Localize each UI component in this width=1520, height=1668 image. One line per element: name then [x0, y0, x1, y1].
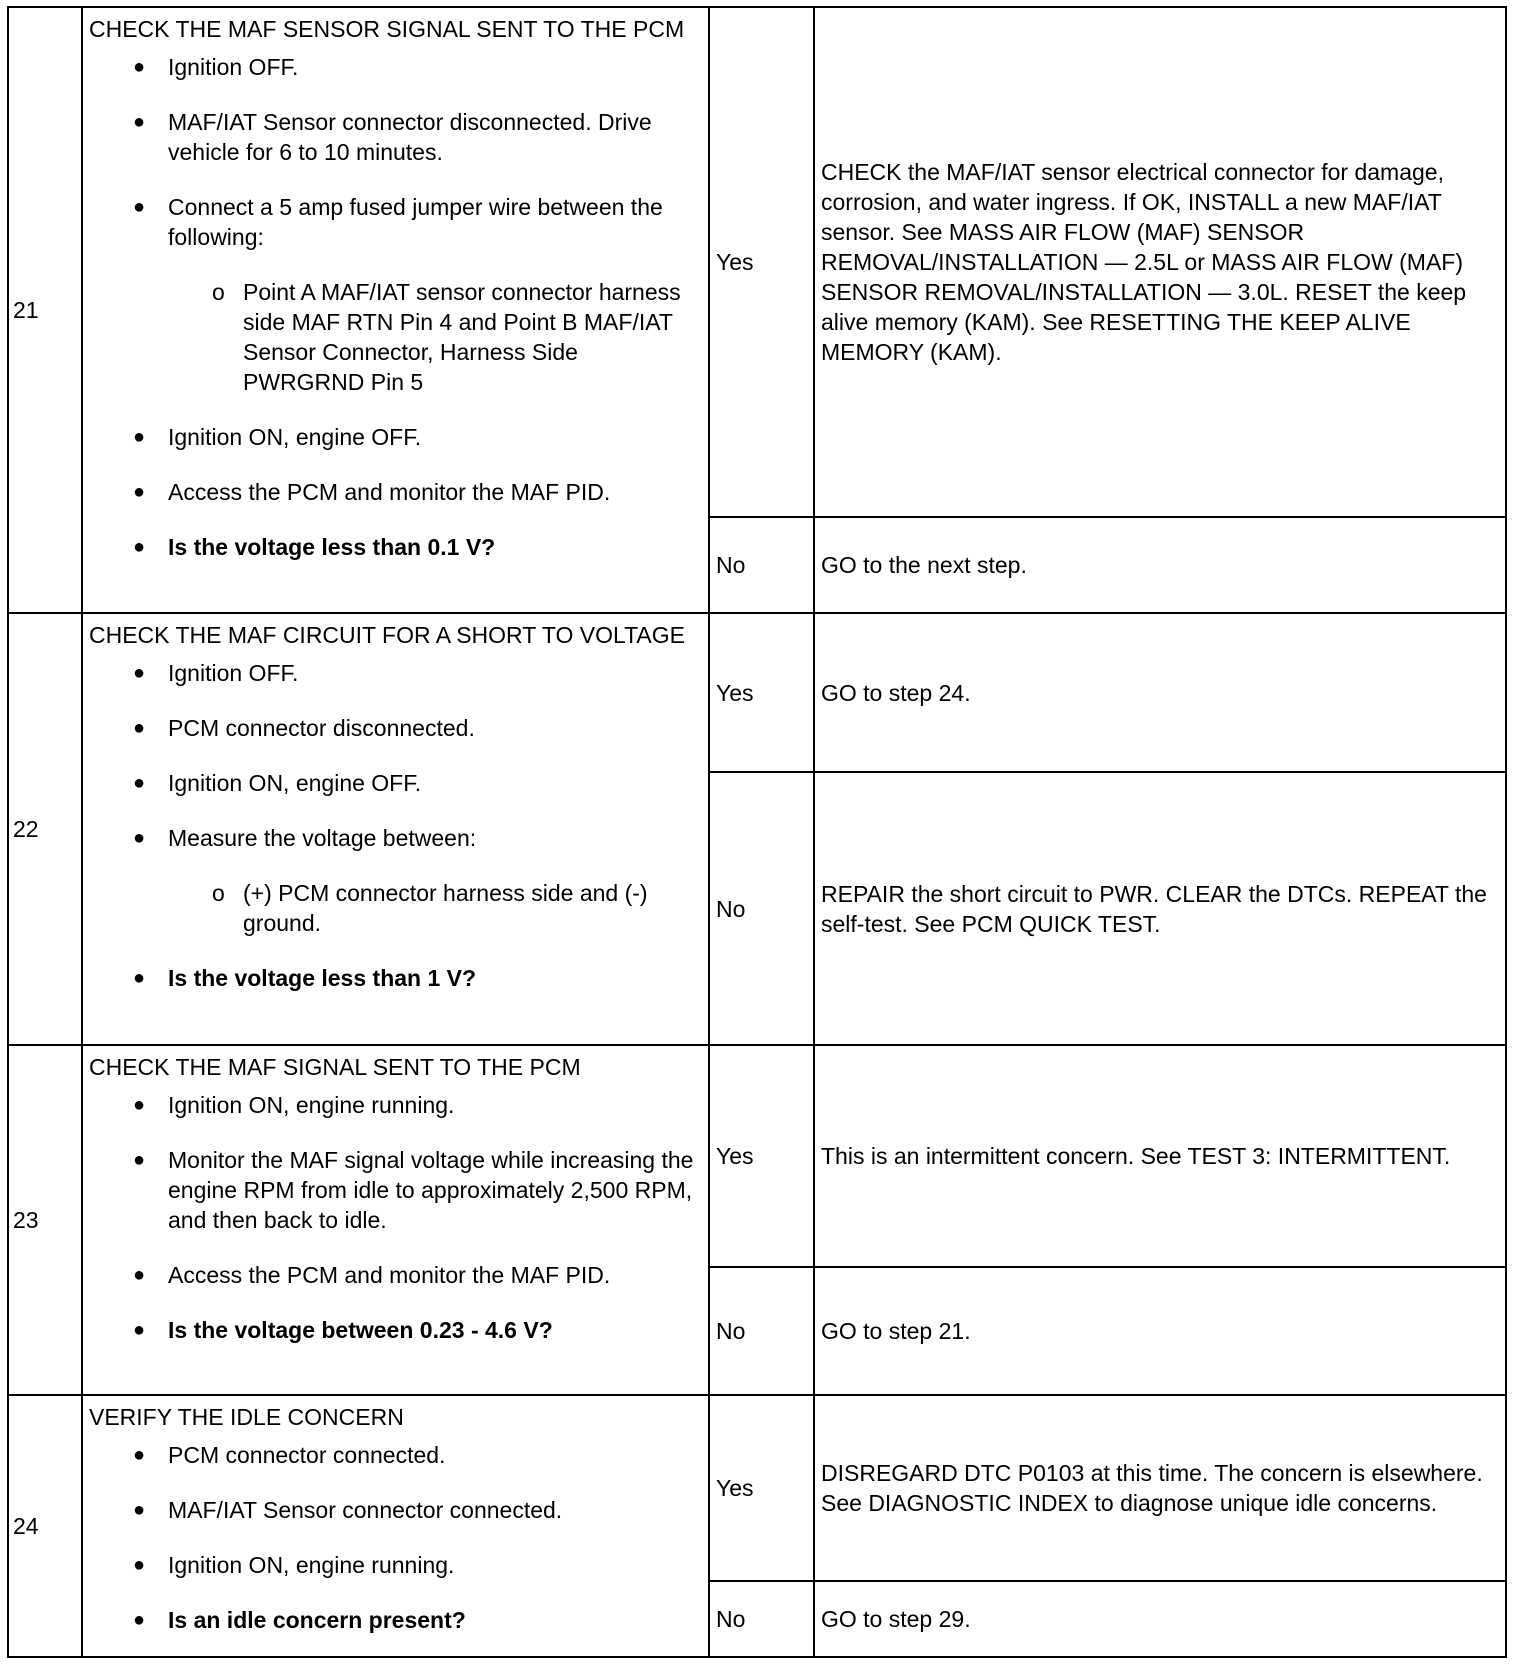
question: ● Is the voltage between 0.23 - 4.6 V? — [89, 1315, 702, 1345]
bullet-item: ● Access the PCM and monitor the MAF PID. — [89, 477, 702, 507]
sub-bullet-item: o Point A MAF/IAT sensor connector harness side MAF RTN Pin 4 and Point B MAF/IAT Sensor Connector, Harness Side PWRGRND Pin 5 — [168, 277, 702, 397]
bullet-item: ● Access the PCM and monitor the MAF PID. — [89, 1260, 702, 1290]
bullet-text: Measure the voltage between: — [168, 825, 477, 851]
test-procedure — [82, 1395, 709, 1657]
bullet-item: ● PCM connector connected. — [89, 1440, 702, 1470]
bullet-item: ● Ignition ON, engine running. — [89, 1090, 702, 1120]
step-number: 22 — [8, 613, 82, 1045]
step-number: 24 — [8, 1395, 82, 1657]
no-action: GO to step 21. — [814, 1267, 1506, 1395]
bullet-list — [89, 1090, 702, 1345]
bullet-text: Connect a 5 amp fused jumper wire between the following: — [168, 194, 663, 250]
question: ● Is the voltage less than 1 V? — [89, 963, 702, 993]
step-number: 21 — [8, 7, 82, 613]
test-title: VERIFY THE IDLE CONCERN — [89, 1404, 404, 1430]
bullet-item: ● Ignition ON, engine OFF. — [89, 768, 702, 798]
bullet-item: ● Monitor the MAF signal voltage while increasing the engine RPM from idle to approximately 2,500 RPM, and then back to idle. — [89, 1145, 702, 1235]
no-label: No — [709, 1267, 814, 1395]
yes-action: DISREGARD DTC P0103 at this time. The concern is elsewhere. See DIAGNOSTIC INDEX to diagnose unique idle concerns. — [814, 1395, 1506, 1581]
sub-bullet-list — [168, 878, 702, 938]
no-action: REPAIR the short circuit to PWR. CLEAR the DTCs. REPEAT the self-test. See PCM QUICK TEST. — [814, 772, 1506, 1045]
bullet-item: ● MAF/IAT Sensor connector disconnected. Drive vehicle for 6 to 10 minutes. — [89, 107, 702, 167]
test-title: CHECK THE MAF SIGNAL SENT TO THE PCM — [89, 1054, 581, 1080]
bullet-item — [89, 823, 702, 938]
no-action: GO to the next step. — [814, 517, 1506, 613]
step-number: 23 — [8, 1045, 82, 1395]
yes-action: CHECK the MAF/IAT sensor electrical connector for damage, corrosion, and water ingress. If OK, INSTALL a new MAF/IAT sensor. See MASS AIR FLOW (MAF) SENSOR REMOVAL/INSTALLATION — 2.5L or MASS AIR FLOW (MAF) SENSOR REMOVAL/INSTALLATION — 3.0L. RESET the keep alive memory (KAM). See RESETTING THE KEEP ALIVE MEMORY (KAM). — [814, 7, 1506, 517]
diagnostic-table — [7, 6, 1507, 1658]
test-procedure — [82, 613, 709, 1045]
sub-bullet-item: o (+) PCM connector harness side and (-) ground. — [168, 878, 702, 938]
question: ● Is the voltage less than 0.1 V? — [89, 532, 702, 562]
no-label: No — [709, 1581, 814, 1657]
question: ● Is an idle concern present? — [89, 1605, 702, 1635]
yes-label: Yes — [709, 1395, 814, 1581]
yes-action: GO to step 24. — [814, 613, 1506, 772]
yes-label: Yes — [709, 7, 814, 517]
step-23-yes-row — [8, 1045, 1506, 1267]
step-22-yes-row — [8, 613, 1506, 772]
bullet-list — [89, 52, 702, 562]
sub-bullet-list — [168, 277, 702, 397]
yes-label: Yes — [709, 613, 814, 772]
bullet-list — [89, 658, 702, 993]
yes-label: Yes — [709, 1045, 814, 1267]
no-label: No — [709, 772, 814, 1045]
step-24-yes-row — [8, 1395, 1506, 1581]
bullet-item: ● Ignition OFF. — [89, 658, 702, 688]
test-title: CHECK THE MAF SENSOR SIGNAL SENT TO THE PCM — [89, 16, 685, 42]
no-label: No — [709, 517, 814, 613]
yes-action: This is an intermittent concern. See TEST 3: INTERMITTENT. — [814, 1045, 1506, 1267]
bullet-item: ● Ignition ON, engine OFF. — [89, 422, 702, 452]
test-title: CHECK THE MAF CIRCUIT FOR A SHORT TO VOLTAGE — [89, 622, 685, 648]
bullet-item: ● Ignition OFF. — [89, 52, 702, 82]
bullet-item: ● MAF/IAT Sensor connector connected. — [89, 1495, 702, 1525]
bullet-item: ● PCM connector disconnected. — [89, 713, 702, 743]
no-action: GO to step 29. — [814, 1581, 1506, 1657]
bullet-item — [89, 192, 702, 397]
step-21-yes-row — [8, 7, 1506, 517]
bullet-item: ● Ignition ON, engine running. — [89, 1550, 702, 1580]
bullet-list — [89, 1440, 702, 1635]
test-procedure — [82, 1045, 709, 1395]
test-procedure — [82, 7, 709, 613]
